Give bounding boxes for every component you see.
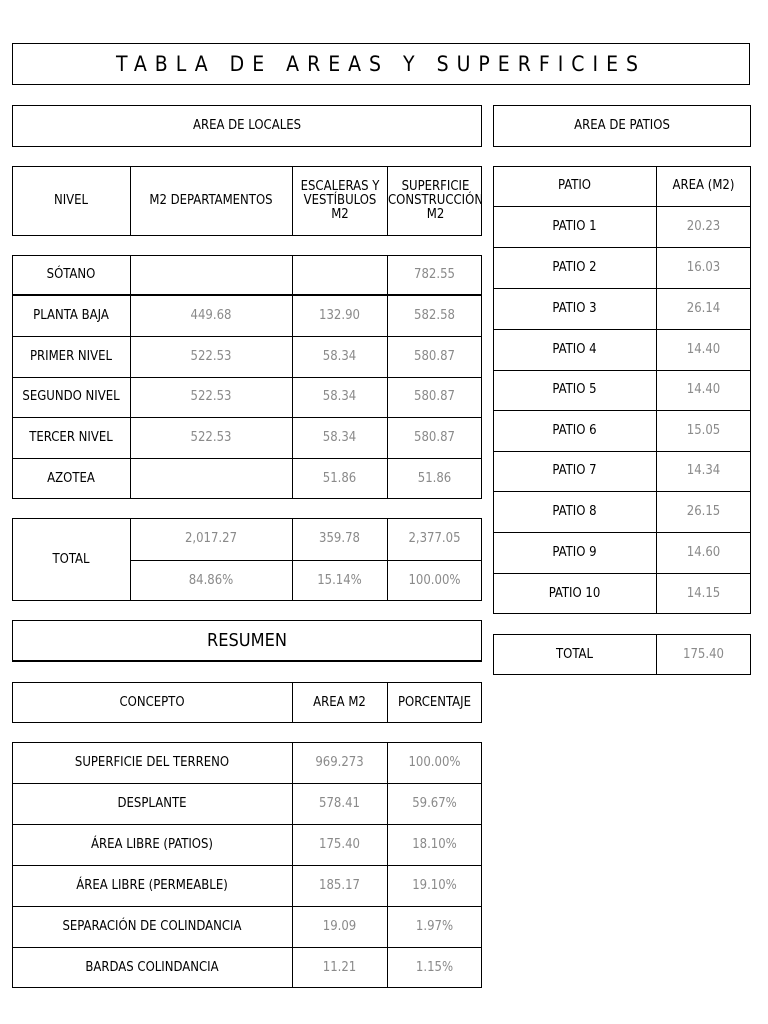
patio-name: PATIO 6 [552,422,597,438]
resumen-area: 969.273 [315,754,364,770]
patio-area: 26.15 [686,503,721,519]
resumen-header-porcentaje: PORCENTAJE [397,694,471,710]
total-esc: 359.78 [319,531,360,546]
total-dep-pct: 84.86% [188,572,234,588]
patio-area: 14.34 [686,463,721,478]
locales-row-dep: 449.68 [190,308,232,323]
patios-total-area: 175.40 [683,646,724,662]
patio-name: PATIO 1 [552,218,597,234]
patio-name: PATIO 8 [552,503,597,519]
locales-row-sup: 580.87 [414,389,455,404]
resumen-pct: 1.97% [415,918,454,934]
patio-name: PATIO 5 [552,382,597,397]
resumen-area: 185.17 [319,877,360,893]
locales-row-sup: 51.86 [417,470,452,486]
total-sup-pct: 100.00% [408,572,461,588]
locales-row-nivel: AZOTEA [47,470,95,486]
total-esc-pct: 15.14% [317,572,362,588]
patios-header-patio: PATIO [557,178,591,193]
locales-row-esc: 51.86 [322,470,357,486]
patio-name: PATIO 2 [552,259,597,275]
sotano-dep [130,255,292,295]
patios-header-area: AREA (M2) [672,178,735,193]
patio-area: 15.05 [686,422,721,438]
patio-area: 14.60 [686,544,721,560]
patios-section-title: AREA DE PATIOS [574,118,670,133]
locales-row-esc: 58.34 [322,389,357,404]
resumen-concepto: BARDAS COLINDANCIA [85,959,219,975]
sotano-nivel: SÓTANO [46,267,96,282]
locales-row-sup: 580.87 [414,429,455,445]
resumen-concepto: ÁREA LIBRE (PERMEABLE) [76,877,228,893]
sotano-sup: 782.55 [414,267,455,282]
resumen-concepto: DESPLANTE [117,795,187,811]
patio-area: 26.14 [686,300,721,316]
resumen-concepto: SEPARACIÓN DE COLINDANCIA [62,918,242,934]
sotano-esc [292,255,387,295]
patio-area: 16.03 [686,259,721,275]
locales-row-esc: 132.90 [319,308,360,323]
resumen-area: 175.40 [319,836,360,852]
patios-total-label: TOTAL [556,646,593,662]
divider [292,166,293,236]
resumen-pct: 19.10% [412,877,457,893]
patio-name: PATIO 9 [552,544,597,560]
resumen-area: 578.41 [319,795,360,811]
resumen-pct: 18.10% [412,836,457,852]
header-departamentos: M2 DEPARTAMENTOS [149,193,273,208]
header-escaleras: ESCALERAS Y VESTÍBULOS M2 [300,179,380,222]
resumen-pct: 100.00% [408,754,461,770]
patio-name: PATIO 10 [548,585,601,601]
resumen-pct: 1.15% [415,959,454,975]
locales-row-dep: 522.53 [190,389,232,404]
total-label: TOTAL [52,551,90,567]
locales-row-dep: 522.53 [190,348,232,364]
patio-name: PATIO 3 [552,300,597,316]
patio-name: PATIO 4 [552,341,597,357]
locales-row-nivel: TERCER NIVEL [29,429,113,445]
locales-row-esc: 58.34 [322,348,357,364]
resumen-area: 11.21 [322,959,357,975]
resumen-concepto: ÁREA LIBRE (PATIOS) [91,836,213,852]
resumen-area: 19.09 [322,918,357,934]
locales-row-sup: 582.58 [414,308,455,323]
total-dep: 2,017.27 [184,531,238,546]
resumen-title: RESUMEN [207,630,287,651]
header-superficie: SUPERFICIE CONSTRUCCIÓN M2 [387,179,484,222]
page-title: TABLA DE AREAS Y SUPERFICIES [115,52,647,76]
locales-row-nivel: PLANTA BAJA [33,308,109,323]
patio-area: 14.40 [686,382,721,397]
locales-row-nivel: SEGUNDO NIVEL [22,389,120,404]
locales-row-dep: 522.53 [190,429,232,445]
resumen-concepto: SUPERFICIE DEL TERRENO [74,754,230,770]
header-nivel: NIVEL [53,193,89,208]
locales-row-nivel: PRIMER NIVEL [29,348,113,364]
resumen-header-concepto: CONCEPTO [119,694,185,710]
locales-row-esc: 58.34 [322,429,357,445]
resumen-pct: 59.67% [412,795,457,811]
locales-section-title: AREA DE LOCALES [192,118,302,133]
patio-area: 14.15 [686,585,721,601]
locales-row-dep [130,458,292,499]
patio-area: 20.23 [686,218,721,234]
patio-name: PATIO 7 [552,463,597,478]
total-sup: 2,377.05 [408,531,461,546]
patio-area: 14.40 [686,341,721,357]
resumen-header-area: AREA M2 [313,694,366,710]
locales-row-sup: 580.87 [414,348,455,364]
